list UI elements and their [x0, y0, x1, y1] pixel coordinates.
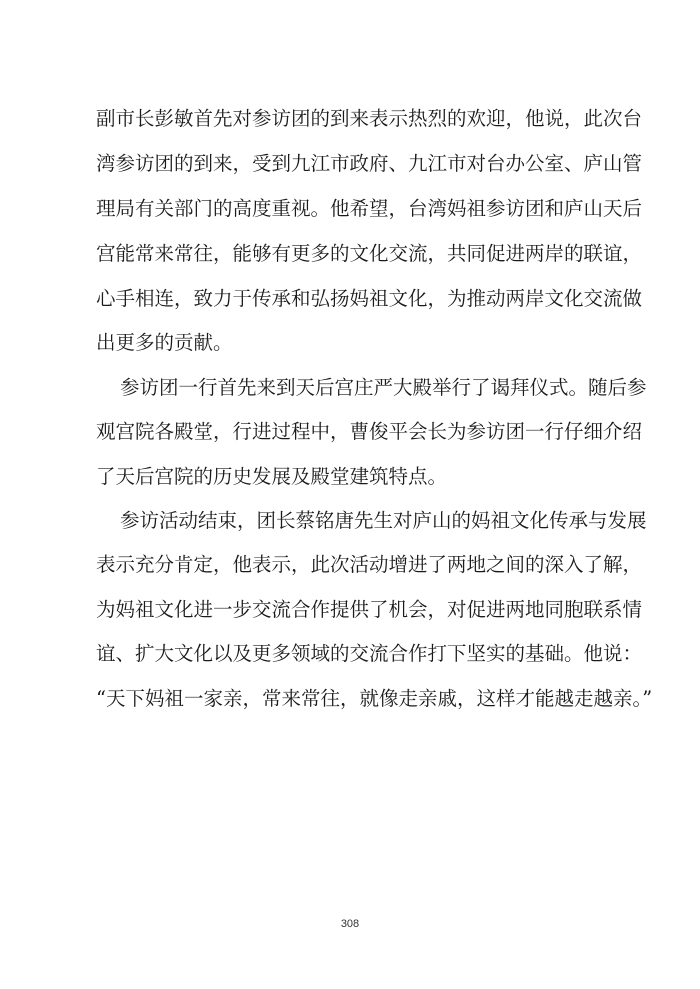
paragraph-3-line-3: 为妈祖文化进一步交流合作提供了机会，对促进两地同胞联系情 — [96, 598, 643, 621]
paragraph-1-line-5: 心手相连，致力于传承和弘扬妈祖文化，为推动两岸文化交流做 — [96, 287, 643, 310]
paragraph-3-line-2: 表示充分肯定，他表示，此次活动增进了两地之间的深入了解， — [96, 553, 643, 576]
paragraph-2-line-2: 观宫院各殿堂，行进过程中，曹俊平会长为参访团一行仔细介绍 — [96, 420, 643, 443]
paragraph-1-line-4: 宫能常来常往，能够有更多的文化交流，共同促进两岸的联谊， — [96, 242, 643, 265]
paragraph-1-line-6: 出更多的贡献。 — [96, 331, 233, 354]
paragraph-1-line-3: 理局有关部门的高度重视。他希望，台湾妈祖参访团和庐山天后 — [96, 197, 643, 220]
paragraph-3-line-4: 谊、扩大文化以及更多领域的交流合作打下坚实的基础。他说： — [96, 642, 643, 665]
paragraph-3-line-1: 参访活动结束，团长蔡铭唐先生对庐山的妈祖文化传承与发展 — [120, 509, 647, 532]
paragraph-1-line-2: 湾参访团的到来，受到九江市政府、九江市对台办公室、庐山管 — [96, 152, 643, 175]
page-number: 308 — [340, 918, 360, 930]
paragraph-2-line-1: 参访团一行首先来到天后宫庄严大殿举行了谒拜仪式。随后参 — [120, 376, 647, 399]
paragraph-1-line-1: 副市长彭敏首先对参访团的到来表示热烈的欢迎，他说，此次台 — [96, 107, 643, 130]
paragraph-2-line-3: 了天后宫院的历史发展及殿堂建筑特点。 — [96, 465, 448, 488]
paragraph-3-line-5: “天下妈祖一家亲，常来常往，就像走亲戚，这样才能越走越亲。” — [96, 687, 653, 710]
